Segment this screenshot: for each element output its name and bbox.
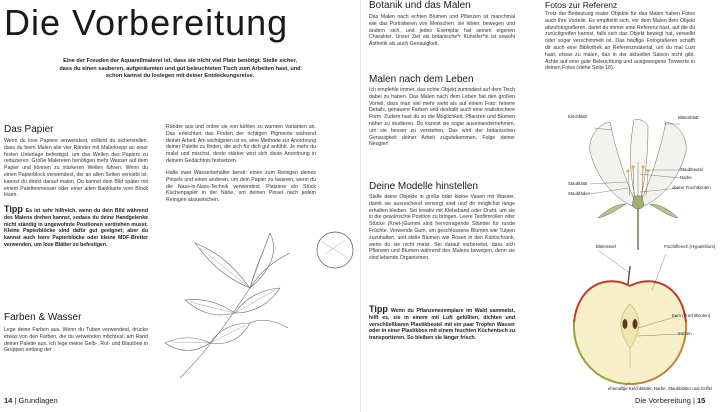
fotos-paragraph: Trotz der Bedeutung realer Objekte für das Malen haben Fotos auch ihre Vorteile. Es empfiehlt sich, vor dem Malen dein Objekt abzufotografieren, damit du immer eine Referenz hast, auf die du zurückgreifen kannst, falls sich das Objekt bewegt hat, verwelkt oder sogar verschimmelt ist. Das häufige Fotografieren schafft dir auch eine Bibliothek an Referenzmaterial, um du mal Lust hast, etwas zu malen, das in der aktuellen Saison nicht gibt. Achte auf eine gute Beleuchtung und ausgewogene Tonwerte in deinen Fotos (siehe Seite 18).: [545, 11, 695, 72]
page-title: Die Vorbereitung: [4, 2, 289, 43]
tip-box-2: [369, 306, 515, 342]
heading-botanik: Botanik und das Malen: [369, 0, 471, 11]
papier-paragraph: Wenn du lose Papiere verwendest, solltest du sicherstellen, dass du beim Malen alle vier Ränder mit Malerkrepp an einer festen Unterlage befestigst, um das Wellen des Papiers zu reduzieren. Große Malereien benötigen mehr Wasser auf dem Papier und können zu stärkeren Wellen führen. Wenn du einen Papierblock verwendest, der an allen Seiten verklebt ist, kannst du direkt darauf malen. Du kannst dein Bild später mit einem Palettenmesser oder einer alten Bankkarte vom Block lösen.: [4, 138, 148, 199]
tip-label: Tipp: [4, 204, 23, 214]
tip-text: Wenn du Pflanzenexemplare im Wald sammelst, hilft es, sie in einem mit Luft gefüllten, dichten und verschließbaren Plastikbeutel mit ein paar Tropfen Wasser oder in einer Plastikbox mit einem feuchten Küchentuch zu transportieren. So bleiben sie länger frisch.: [369, 308, 515, 342]
label-samen: Samen: [678, 331, 692, 336]
heading-modelle-hinstellen: Deine Modelle hinstellen: [369, 181, 478, 192]
flower-diagram: [568, 112, 720, 260]
label-staubfaeden: Staubfäden: [568, 191, 590, 196]
water-paragraph: Halte zwei Wasserbehälter bereit: einen zum Reinigen deines Pinsels und einen anderen, um dein Papier zu lasieren, wenn du die Nass-in-Nass-Technik verwendest. Platziere ein Stück Küchenpapier in der Nähe, um deinen Pinsel nach jedem Reinigen abzuwischen.: [166, 170, 316, 204]
footer-separator: |: [14, 396, 17, 405]
farben-paragraph: Lege deine Farben aus. Wenn du Tuben verwendest, drücke etwas von den Farben, die du verwenden möchtest, am Rand deiner Palette aus. Ich lege meine Gelb-, Rot- und Blautöne in Gruppen entlang der: [4, 327, 148, 354]
palette-paragraph: Ränder aus und ordne sie von kühlen zu warmen Varianten an. Das erleichtert das Finden der richtigen Pigmente während deiner Arbeit. Am wichtigsten ist es, eine Methode zur Anordnung deiner Palette zu finden, die sich für dich gut anfühlt. Je mehr du malst und mischst, desto stärker wird sich diese Anordnung in deinem Gedächtnis festsetzen.: [166, 124, 316, 164]
label-bluetenstiel: Blütenstiel: [596, 244, 616, 249]
label-staubbeutel: Staubbeutel: [680, 167, 703, 172]
page-number-left: 14: [4, 396, 13, 405]
label-bluetenblatt: Blütenblatt: [678, 115, 699, 120]
label-ehemalige-kelchblaetter: ehemalige Kelchblätter, Narbe, Staubblätter und Griffel: [608, 386, 713, 391]
heading-farben-wasser: Farben & Wasser: [4, 312, 82, 323]
tip-text: Es ist sehr hilfreich, wenn du dein Bild während des Malens drehen kannst, sodass du deine Handgelenke nicht ständig in ungewohnte Positionen verdrehen musst. Kleine Papierblöcke sind dafür gut geeignet; aber du kannst auch leere Papierblöcke oder kleine MDF-Bretter verwenden, um lose Blätter zu befestigen.: [4, 208, 148, 248]
footer-section-label: Grundlagen: [18, 396, 58, 405]
page-number-right: 15: [697, 396, 706, 405]
modelle-paragraph: Stelle deine Objekte in große oder kleine Vasen mit Wasser, damit sie ausreichend versorgt sind und dir möglichst lange erhalten bleiben. Sei kreativ mit Klebeband oder Draht, um sie in die gewünschte Position zu bringen. Leere Teoflimrollen oder Stücke (Knet-)Gummi sind hervorragende Ständer für runde Früchte. Verwende Gum, um geschlossene Blumen wie Tulpen zuzuhalten, und stelle Blumen wie Rosen in den Kühlschrank, wenn du sie nicht malst. Sei darauf vorbereitet, dass sich Pflanzen und Blumen während des Malens bewegen, denn sie sind lebende Organismen.: [369, 194, 515, 262]
leaf-sketch-illustration: [150, 228, 360, 393]
label-fruchtfleisch: Fruchtfleisch (Hypanthium): [664, 244, 716, 249]
leben-paragraph: Ich empfehle immer, das echte Objekt zumindest auf dem Tisch dabei zu haben. Das Malen nach dem Leben hat den großen Vorteil, dass man viel mehr sieht als auf einem Foto: feinere Details, genauere Farben und deshalb auch eine realistischere Form. Zudem hast du so die Möglichkeit, Pflanzen und Blumen näher zu studieren. Du kannst sie sogar auseinandernehmen, um sie besser zu verstehen. Das wird der botanischen Genauigkeit deiner Arbeit zugutekommen. Folge deiner Neugier!: [369, 87, 515, 148]
label-oberer-fruchtknoten: oberer Fruchtknoten: [672, 185, 711, 190]
footer-separator: |: [692, 396, 695, 405]
left-footer: [4, 396, 58, 405]
label-kelchblatt: Kelchblatt: [568, 114, 587, 119]
tip-box-1: [4, 206, 148, 249]
heading-fotos-zur-referenz: Fotos zur Referenz: [545, 0, 618, 10]
heading-das-papier: Das Papier: [4, 124, 54, 135]
label-narbe: Narbe: [680, 175, 692, 180]
botanik-paragraph: Das Malen nach echten Blumen und Pflanzen ist manchmal wie das Porträtieren von Menschen: sie leben, bewegen und ändern sich, und jedes Exemplar hat seinen eigenen Charakter. Unser Ziel als botanische*r Künstler*in ist sowohl Ästhetik als auch Genauigkeit.: [369, 14, 515, 48]
apple-diagram: [568, 244, 720, 402]
apple-cross-section-illustration: [568, 244, 720, 402]
heading-malen-nach-dem-leben: Malen nach dem Leben: [369, 74, 474, 85]
label-kern: Kern (Fruchtknoten): [672, 313, 711, 318]
intro-text: Eine der Freuden der Aquarellmalerei ist, dass sie nicht viel Platz benötigt. Stelle sicher, dass du einen sauberen, aufgeräumten und gut beleuchteten Tisch zum Arbeiten hast, und schon kannst du loslegen mit deiner Entdeckungsreise.: [59, 58, 301, 80]
footer-section-label: Die Vorbereitung: [635, 396, 691, 405]
label-staubblatt: Staubblatt: [568, 181, 588, 186]
tip-label: Tipp: [369, 304, 388, 314]
